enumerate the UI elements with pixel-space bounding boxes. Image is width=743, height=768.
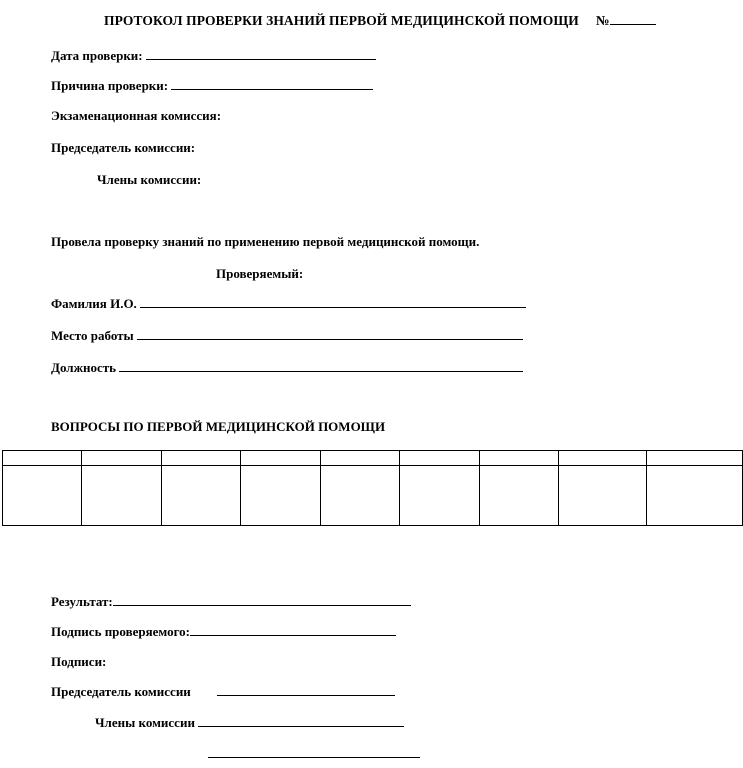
examinee-name-row [51,296,526,312]
examinee-signature-line [190,624,396,636]
table-row [3,451,743,466]
footer-members-label: Члены комиссии [95,715,195,730]
position-label: Должность [51,360,117,375]
footer-chairman-line [217,684,395,696]
table-cell [162,466,241,526]
number-line [610,13,656,25]
workplace-row [51,328,523,344]
title-text: ПРОТОКОЛ ПРОВЕРКИ ЗНАНИЙ ПЕРВОЙ МЕДИЦИНСКОЙ ПОМОЩИ [104,13,579,28]
table-cell [400,451,480,466]
table-cell [3,451,82,466]
examinee-name-line [140,296,526,308]
table-cell [480,466,559,526]
table-cell [82,451,162,466]
footer-extra-line [208,746,420,758]
reason-label: Причина проверки: [51,78,169,93]
table-cell [480,451,559,466]
table-cell [559,466,647,526]
table-cell [647,466,743,526]
workplace-label: Место работы [51,328,134,343]
table-cell [321,466,400,526]
examinee-name-label: Фамилия И.О. [51,296,137,311]
table-cell [321,451,400,466]
footer-chairman-label: Председатель комиссии [51,684,191,699]
result-line [113,594,411,606]
check-date-row [51,48,376,64]
check-date-label: Дата проверки: [51,48,143,63]
questions-table [2,450,743,526]
questions-heading: ВОПРОСЫ ПО ПЕРВОЙ МЕДИЦИНСКОЙ ПОМОЩИ [51,419,386,434]
footer-extra-line-row [208,746,420,762]
table-cell [3,466,82,526]
table-cell [400,466,480,526]
footer-members-line [198,715,404,727]
examinee-signature-row [51,624,396,640]
signatures-label: Подписи: [51,654,107,669]
table-cell [82,466,162,526]
statement-text: Провела проверку знаний по применению первой медицинской помощи. [51,234,480,249]
document-title [104,13,656,29]
table-cell [647,451,743,466]
result-row [51,594,411,610]
position-line [119,360,523,372]
position-row [51,360,523,376]
table-cell [241,451,321,466]
workplace-line [137,328,523,340]
members-label: Члены комиссии: [97,172,202,187]
footer-chairman-row [51,684,395,700]
chairman-label: Председатель комиссии: [51,140,196,155]
commission-label: Экзаменационная комиссия: [51,108,222,123]
table-cell [241,466,321,526]
examinee-signature-label: Подпись проверяемого: [51,624,191,639]
footer-members-row [95,715,404,731]
reason-line [171,78,373,90]
result-label: Результат: [51,594,113,609]
number-label: № [595,13,610,28]
examinee-heading: Проверяемый: [216,266,304,281]
reason-row [51,78,373,94]
table-cell [559,451,647,466]
table-row [3,466,743,526]
table-cell [162,451,241,466]
check-date-line [146,48,376,60]
